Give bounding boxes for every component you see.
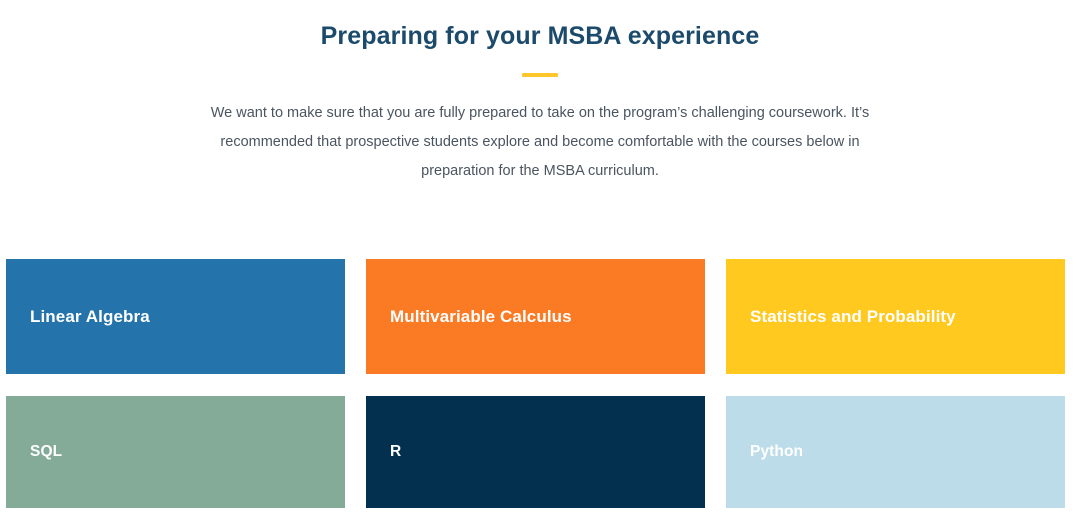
title-rule-container xyxy=(0,73,1080,77)
course-card-label: Statistics and Probability xyxy=(750,306,956,326)
course-card-r[interactable] xyxy=(366,396,705,508)
course-card-label: Linear Algebra xyxy=(30,306,150,326)
course-card-label: SQL xyxy=(30,443,63,460)
intro-paragraph: We want to make sure that you are fully prepared to take on the program’s challenging coursework. It’s recommended that prospective students explore and become comfortable with the courses below in preparation for the MSBA curriculum. xyxy=(210,105,870,179)
title-underline-rule xyxy=(522,73,558,77)
course-card-linear-algebra[interactable] xyxy=(6,259,345,374)
course-card-grid xyxy=(6,259,1074,508)
course-card-statistics-and-probability[interactable] xyxy=(726,259,1065,374)
course-card-python[interactable] xyxy=(726,396,1065,508)
course-card-label: Multivariable Calculus xyxy=(390,306,572,326)
course-card-sql[interactable] xyxy=(6,396,345,508)
course-card-label: R xyxy=(390,443,402,460)
course-card-multivariable-calculus[interactable] xyxy=(366,259,705,374)
page-title: Preparing for your MSBA experience xyxy=(320,22,760,50)
course-card-label: Python xyxy=(750,443,804,460)
